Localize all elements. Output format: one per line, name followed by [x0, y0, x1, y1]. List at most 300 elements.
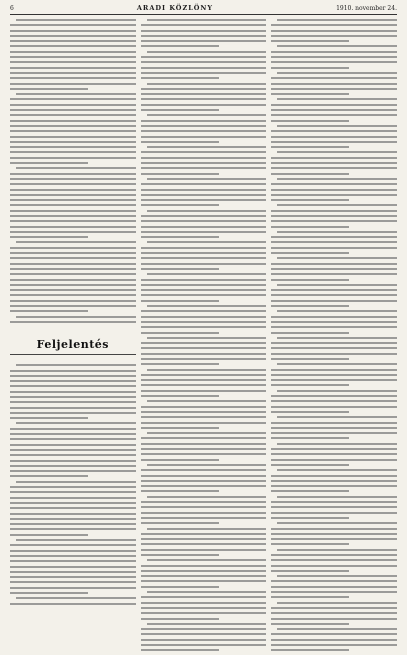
text-line [271, 427, 397, 429]
text-line [10, 502, 136, 504]
text-line [271, 453, 397, 455]
text-line [141, 586, 219, 588]
paper-name: ARADI KÖZLÖNY [136, 4, 214, 12]
text-line [141, 475, 267, 477]
text-line [10, 210, 136, 212]
text-line [141, 384, 267, 386]
text-line [141, 226, 267, 228]
spacer [10, 326, 136, 332]
text-line [10, 67, 136, 69]
text-line [271, 40, 349, 42]
text-line [271, 644, 397, 646]
text-line [147, 591, 267, 593]
text-line [141, 353, 267, 355]
text-line [271, 24, 397, 26]
text-line [10, 310, 88, 312]
text-line [271, 639, 397, 641]
text-line [271, 268, 397, 270]
text-line [141, 390, 267, 392]
text-line [10, 247, 136, 249]
text-line [10, 523, 136, 525]
text-line [147, 432, 267, 434]
text-line [141, 263, 267, 265]
text-line [271, 30, 397, 32]
text-line [141, 347, 267, 349]
text-line [271, 432, 397, 434]
text-line [271, 543, 349, 545]
text-line [271, 411, 349, 413]
text-line [141, 326, 267, 328]
text-line [271, 464, 349, 466]
text-line [141, 480, 267, 482]
text-line [141, 522, 219, 524]
text-line [271, 136, 397, 138]
text-line [271, 623, 349, 625]
text-line [10, 284, 136, 286]
text-line [271, 316, 397, 318]
text-line [277, 45, 397, 47]
text-line [141, 628, 267, 630]
text-line [10, 178, 136, 180]
text-line [141, 459, 219, 461]
text-line [141, 231, 267, 233]
text-line [271, 247, 397, 249]
text-line [16, 241, 136, 243]
text-line [10, 294, 136, 296]
text-line [147, 528, 267, 530]
text-line [10, 518, 136, 520]
text-line [141, 469, 267, 471]
text-line [147, 51, 267, 53]
column-middle [141, 19, 267, 655]
text-line [141, 565, 267, 567]
text-line [10, 401, 136, 403]
text-line [277, 151, 397, 153]
text-line [271, 369, 397, 371]
text-line [10, 305, 136, 307]
text-line [141, 406, 267, 408]
text-line [277, 522, 397, 524]
text-line [141, 56, 267, 58]
text-line [10, 157, 136, 159]
text-line [271, 215, 397, 217]
text-line [141, 24, 267, 26]
text-line [271, 374, 397, 376]
text-line [10, 220, 136, 222]
text-line [277, 204, 397, 206]
text-line [147, 273, 267, 275]
text-line [141, 109, 219, 111]
text-line [147, 464, 267, 466]
text-line [141, 88, 267, 90]
text-line [271, 501, 397, 503]
text-line [10, 417, 88, 419]
text-line [147, 241, 267, 243]
text-line [271, 480, 397, 482]
text-line [141, 220, 267, 222]
text-line [141, 342, 267, 344]
text-line [271, 406, 397, 408]
text-line [147, 369, 267, 371]
text-line [141, 173, 219, 175]
text-line [271, 321, 397, 323]
text-line [271, 199, 349, 201]
text-line [10, 555, 136, 557]
text-line [141, 268, 219, 270]
text-line [141, 310, 267, 312]
text-line [147, 337, 267, 339]
text-line [147, 496, 267, 498]
text-line [277, 98, 397, 100]
text-line [271, 485, 397, 487]
text-line [141, 61, 267, 63]
text-line [271, 437, 349, 439]
text-line [16, 481, 136, 483]
text-line [141, 151, 267, 153]
text-line [141, 453, 267, 455]
text-line [141, 639, 267, 641]
text-line [141, 167, 267, 169]
text-line [10, 566, 136, 568]
text-line [10, 370, 136, 372]
text-line [277, 310, 397, 312]
text-line [271, 189, 397, 191]
text-line [271, 554, 397, 556]
text-line [277, 231, 397, 233]
text-line [271, 35, 397, 37]
text-line [141, 374, 267, 376]
text-line [271, 586, 397, 588]
text-line [141, 443, 267, 445]
text-line [10, 24, 136, 26]
masthead [10, 4, 397, 15]
text-line [10, 486, 136, 488]
text-line [271, 326, 397, 328]
text-line [141, 289, 267, 291]
text-line [10, 391, 136, 393]
text-line [141, 427, 219, 429]
text-line [271, 332, 349, 334]
text-line [277, 469, 397, 471]
text-line [141, 236, 219, 238]
text-line [141, 130, 267, 132]
text-line [271, 596, 349, 598]
text-line [277, 257, 397, 259]
text-line [141, 104, 267, 106]
text-line [10, 199, 136, 201]
text-line [271, 220, 397, 222]
text-line [141, 538, 267, 540]
text-line [16, 93, 136, 95]
text-line [147, 623, 267, 625]
text-line [10, 321, 136, 323]
text-line [141, 321, 267, 323]
text-line [10, 268, 136, 270]
text-line [271, 273, 397, 275]
text-line [10, 204, 136, 206]
text-line [271, 109, 397, 111]
text-line [141, 40, 267, 42]
text-line [10, 433, 136, 435]
text-line [10, 385, 136, 387]
text-line [271, 241, 397, 243]
text-line [16, 597, 136, 599]
text-line [271, 538, 397, 540]
text-line [141, 77, 219, 79]
text-line [277, 178, 397, 180]
text-line [10, 544, 136, 546]
text-line [271, 141, 397, 143]
text-line [141, 162, 267, 164]
text-line [277, 390, 397, 392]
text-line [271, 173, 349, 175]
text-line [10, 257, 136, 259]
text-line [10, 252, 136, 254]
text-line [271, 353, 397, 355]
text-line [10, 98, 136, 100]
text-line [10, 83, 136, 85]
text-line [10, 412, 136, 414]
text-line [10, 162, 88, 164]
text-line [271, 146, 349, 148]
text-line [16, 19, 136, 21]
text-line [141, 448, 267, 450]
text-line [277, 337, 397, 339]
text-line [10, 470, 136, 472]
text-line [147, 146, 267, 148]
text-line [10, 146, 136, 148]
text-line [141, 30, 267, 32]
text-line [10, 194, 136, 196]
page-number: 6 [10, 5, 14, 12]
text-line [16, 316, 136, 318]
text-line [141, 358, 267, 360]
text-line [141, 649, 219, 651]
text-line [10, 226, 136, 228]
text-line [271, 612, 397, 614]
text-line [277, 628, 397, 630]
text-line [271, 183, 397, 185]
text-line [271, 120, 349, 122]
text-line [10, 587, 136, 589]
text-line [271, 347, 397, 349]
text-line [141, 72, 267, 74]
text-line [141, 533, 267, 535]
text-line [16, 422, 136, 424]
text-line [141, 602, 267, 604]
text-line [147, 559, 267, 561]
text-line [141, 194, 267, 196]
text-line [10, 183, 136, 185]
text-line [10, 507, 136, 509]
text-line [10, 109, 136, 111]
text-line [141, 294, 267, 296]
text-line [141, 204, 219, 206]
text-line [271, 358, 349, 360]
text-line [277, 19, 397, 21]
text-line [10, 380, 136, 382]
text-line [271, 56, 397, 58]
text-line [141, 157, 267, 159]
text-line [141, 570, 267, 572]
text-line [271, 649, 349, 651]
text-line [271, 263, 397, 265]
text-line [10, 428, 136, 430]
text-line [10, 560, 136, 562]
text-line [271, 422, 397, 424]
text-line [10, 35, 136, 37]
text-line [10, 151, 136, 153]
text-line [271, 294, 397, 296]
text-line [10, 136, 136, 138]
text-line [141, 411, 267, 413]
column-left [10, 19, 136, 655]
text-line [10, 104, 136, 106]
text-line [10, 571, 136, 573]
text-line [10, 189, 136, 191]
text-line [141, 612, 267, 614]
text-line [277, 496, 397, 498]
text-line [10, 215, 136, 217]
text-line [10, 45, 136, 47]
text-line [271, 395, 397, 397]
text-line [271, 607, 397, 609]
text-line [271, 162, 397, 164]
text-line [141, 257, 267, 259]
text-line [277, 125, 397, 127]
text-line [141, 284, 267, 286]
text-line [10, 438, 136, 440]
text-line [141, 183, 267, 185]
text-line [141, 247, 267, 249]
text-line [141, 215, 267, 217]
column-right [271, 19, 397, 655]
text-line [10, 491, 136, 493]
text-line [271, 83, 397, 85]
text-line [141, 596, 267, 598]
text-line [271, 490, 349, 492]
text-line [10, 396, 136, 398]
text-line [271, 300, 397, 302]
text-line [141, 136, 267, 138]
text-line [271, 459, 397, 461]
text-line [277, 284, 397, 286]
text-line [271, 130, 397, 132]
text-line [10, 236, 88, 238]
text-line [10, 465, 136, 467]
text-line [10, 534, 88, 536]
text-line [277, 575, 397, 577]
text-line [271, 157, 397, 159]
text-line [271, 51, 397, 53]
text-line [16, 539, 136, 541]
text-line [271, 104, 397, 106]
text-line [141, 363, 219, 365]
text-line [271, 88, 397, 90]
text-line [277, 72, 397, 74]
text-line [271, 61, 397, 63]
text-line [141, 67, 267, 69]
text-line [147, 19, 267, 21]
text-line [271, 67, 349, 69]
text-line [271, 289, 397, 291]
text-line [10, 449, 136, 451]
text-line [10, 279, 136, 281]
text-line [10, 72, 136, 74]
text-line [271, 448, 397, 450]
text-line [141, 607, 267, 609]
text-line [10, 513, 136, 515]
text-line [10, 603, 136, 605]
text-line [277, 363, 397, 365]
text-line [141, 422, 267, 424]
text-line [16, 364, 136, 366]
text-line [277, 416, 397, 418]
text-line [271, 384, 349, 386]
text-line [277, 443, 397, 445]
text-line [271, 77, 397, 79]
text-line [147, 83, 267, 85]
text-line [147, 305, 267, 307]
text-line [141, 575, 267, 577]
text-line [10, 581, 136, 583]
text-line [10, 273, 136, 275]
text-line [141, 485, 267, 487]
text-line [141, 45, 219, 47]
text-line [10, 30, 136, 32]
text-line [10, 231, 136, 233]
text-line [10, 130, 136, 132]
text-line [271, 533, 397, 535]
text-line [141, 300, 219, 302]
text-line [147, 114, 267, 116]
text-line [10, 475, 88, 477]
text-line [10, 300, 136, 302]
text-line [271, 167, 397, 169]
text-line [10, 528, 136, 530]
text-line [277, 602, 397, 604]
text-line [141, 543, 267, 545]
text-line [271, 194, 397, 196]
text-line [10, 454, 136, 456]
text-line [271, 591, 397, 593]
text-line [141, 395, 219, 397]
text-line [141, 35, 267, 37]
text-line [141, 93, 267, 95]
text-line [10, 550, 136, 552]
text-line [141, 549, 267, 551]
text-line [141, 554, 219, 556]
text-line [10, 77, 136, 79]
text-line [271, 210, 397, 212]
headline-rule [10, 354, 136, 358]
text-line [10, 120, 136, 122]
text-line [10, 88, 88, 90]
text-line [141, 501, 267, 503]
text-line [271, 633, 397, 635]
text-line [271, 236, 397, 238]
text-line [10, 592, 88, 594]
text-line [141, 379, 267, 381]
columns [10, 19, 397, 655]
text-line [141, 506, 267, 508]
text-line [271, 400, 397, 402]
text-line [10, 141, 136, 143]
text-line [141, 125, 267, 127]
text-line [141, 279, 267, 281]
text-line [141, 512, 267, 514]
text-line [10, 460, 136, 462]
